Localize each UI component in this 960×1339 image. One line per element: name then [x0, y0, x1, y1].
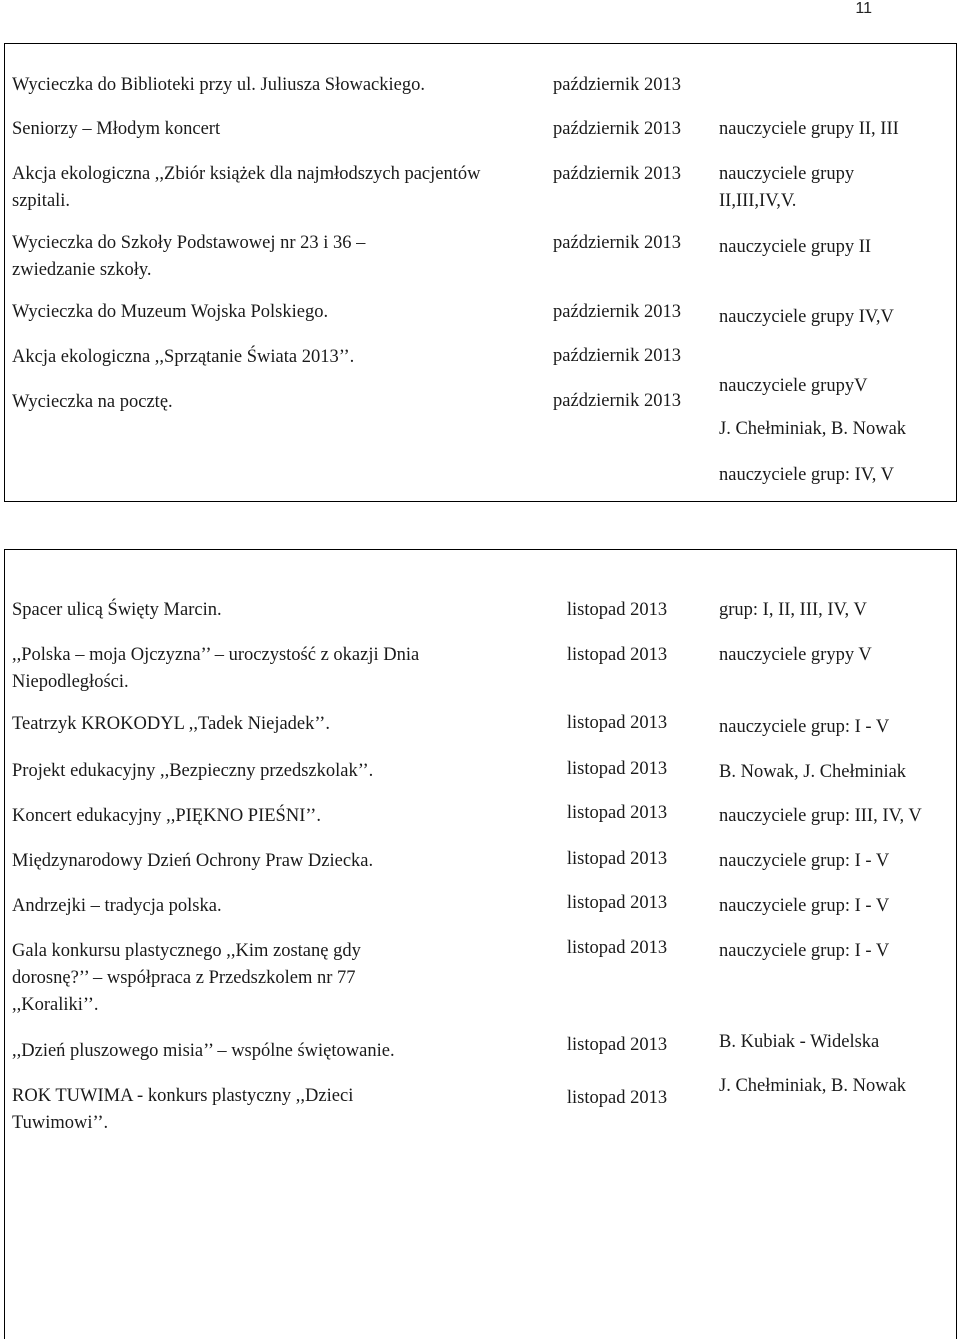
- responsible-cell: nauczyciele grup: I - V: [719, 941, 890, 961]
- responsible-cell: nauczyciele grup: I - V: [719, 851, 890, 871]
- date-cell: październik 2013: [553, 119, 681, 139]
- date-cell: listopad 2013: [566, 645, 668, 665]
- event-cell: ,,Polska – moja Ojczyzna’’ – uroczystość z okazji Dnia Niepodległości.: [12, 645, 420, 692]
- responsible-cell: nauczyciele grupy II: [719, 237, 872, 257]
- date-cell: październik 2013: [553, 391, 681, 411]
- responsible-cell: nauczyciele grupy II,III,IV,V.: [719, 164, 855, 211]
- date-cell: listopad 2013: [566, 893, 668, 913]
- date-cell: listopad 2013: [566, 938, 668, 958]
- date-cell: listopad 2013: [566, 759, 668, 779]
- event-cell: Spacer ulicą Święty Marcin.: [12, 600, 222, 620]
- date-cell: listopad 2013: [566, 713, 668, 733]
- responsible-cell: nauczyciele grup: IV, V: [719, 465, 895, 485]
- date-cell: październik 2013: [553, 233, 681, 253]
- event-cell: Wycieczka do Biblioteki przy ul. Juliusza Słowackiego.: [12, 75, 425, 95]
- responsible-cell: nauczyciele grup: III, IV, V: [719, 806, 922, 826]
- date-cell: październik 2013: [553, 346, 681, 366]
- event-cell: Wycieczka do Muzeum Wojska Polskiego.: [12, 302, 329, 322]
- event-cell: Akcja ekologiczna ,,Zbiór książek dla najmłodszych pacjentów szpitali.: [12, 164, 481, 211]
- responsible-cell: B. Kubiak - Widelska: [719, 1032, 880, 1052]
- event-cell: Międzynarodowy Dzień Ochrony Praw Dziecka.: [12, 851, 374, 871]
- responsible-cell: nauczyciele grupyV: [719, 376, 868, 396]
- date-cell: listopad 2013: [566, 600, 668, 620]
- responsible-cell: J. Chełminiak, B. Nowak: [719, 419, 907, 439]
- event-cell: ROK TUWIMA - konkurs plastyczny ,,Dzieci Tuwimowi’’.: [12, 1086, 354, 1133]
- event-cell: Projekt edukacyjny ,,Bezpieczny przedszkolak’’.: [12, 761, 374, 781]
- date-cell: listopad 2013: [566, 849, 668, 869]
- page-number: 11: [855, 0, 872, 17]
- responsible-cell: J. Chełminiak, B. Nowak: [719, 1076, 907, 1096]
- event-cell: Gala konkursu plastycznego ,,Kim zostanę gdy dorosnę?’’ – współpraca z Przedszkolem nr 77 ,,Koraliki’’.: [12, 941, 361, 1015]
- event-cell: Seniorzy – Młodym koncert: [12, 119, 221, 139]
- responsible-cell: B. Nowak, J. Chełminiak: [719, 762, 907, 782]
- date-cell: październik 2013: [553, 164, 681, 184]
- responsible-cell: nauczyciele grup: I - V: [719, 717, 890, 737]
- november-table: [4, 549, 957, 1339]
- responsible-cell: nauczyciele grupy IV,V: [719, 307, 894, 327]
- event-cell: Wycieczka na pocztę.: [12, 392, 173, 412]
- responsible-cell: nauczyciele grup: I - V: [719, 896, 890, 916]
- date-cell: listopad 2013: [566, 1088, 668, 1108]
- responsible-cell: grup: I, II, III, IV, V: [719, 600, 867, 620]
- event-cell: Wycieczka do Szkoły Podstawowej nr 23 i 36 – zwiedzanie szkoły.: [12, 233, 366, 280]
- date-cell: listopad 2013: [566, 1035, 668, 1055]
- date-cell: październik 2013: [553, 75, 681, 95]
- responsible-cell: nauczyciele grypy V: [719, 645, 872, 665]
- event-cell: ,,Dzień pluszowego misia’’ – wspólne świętowanie.: [12, 1041, 395, 1061]
- event-cell: Akcja ekologiczna ,,Sprzątanie Świata 2013’’.: [12, 347, 355, 367]
- responsible-cell: nauczyciele grupy II, III: [719, 119, 899, 139]
- date-cell: październik 2013: [553, 302, 681, 322]
- event-cell: Koncert edukacyjny ,,PIĘKNO PIEŚNI’’.: [12, 806, 321, 826]
- date-cell: listopad 2013: [566, 803, 668, 823]
- october-table: [4, 43, 957, 502]
- event-cell: Andrzejki – tradycja polska.: [12, 896, 222, 916]
- event-cell: Teatrzyk KROKODYL ,,Tadek Niejadek’’.: [12, 714, 330, 734]
